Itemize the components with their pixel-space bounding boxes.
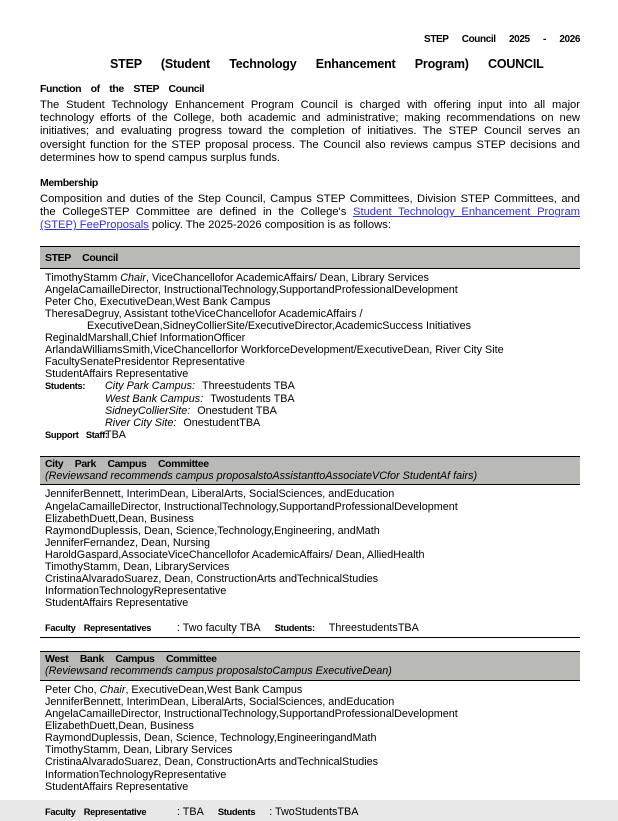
document-title: STEP (Student Technology Enhancement Program) COUNCIL: [110, 57, 544, 71]
row-value: Onestudent TBA: [197, 404, 277, 417]
footer-label: Students:: [274, 623, 315, 634]
city-park-member-list: [40, 485, 580, 611]
row-value: OnestudentTBA: [183, 416, 261, 429]
member-row: InformationTechnologyRepresentative: [45, 585, 227, 598]
member-row: CristinaAlvaradoSuarez, Dean, ConstructionArts andTechnicalStudies: [45, 573, 379, 586]
member-row: ArlandaWilliamsSmith,ViceChancellorfor WorkforceDevelopment/ExecutiveDean, River City Site: [45, 344, 504, 357]
member-row: RaymondDuplessis, Dean, Science, Technology,EngineeringandMath: [45, 732, 377, 745]
footer-label: Faculty Representatives: [45, 623, 152, 634]
row-lead-label: Support Staff:: [45, 429, 108, 440]
city-park-header-bar: [40, 456, 580, 486]
member-row: FacultySenatePresidentor Representative: [45, 356, 245, 369]
campus-name: River City Site:: [105, 416, 177, 429]
member-row: [45, 393, 580, 405]
member-role-italic: Chair: [120, 271, 147, 284]
member-row: TimothyStamm, Dean, LibraryServices: [45, 561, 230, 573]
footer-value: : Two faculty TBA: [177, 622, 261, 635]
member-row: JenniferBennett, InterimDean, LiberalArts, SocialSciences, andEducation: [45, 695, 395, 708]
step-fee-proposals-link[interactable]: Student Technology Enhancement Program (STEP) FeeProposals: [40, 206, 580, 232]
member-row: TheresaDegruy, Assistant totheViceChancellofor AcademicAffairs /: [45, 307, 363, 320]
member-row: Peter Cho, ExecutiveDean,West Bank Campus: [45, 295, 271, 308]
member-row: HaroldGaspard,AssociateViceChancellofor AcademicAffairs/ Dean, AlliedHealth: [45, 548, 425, 561]
campus-name: SidneyCollierSite:: [105, 404, 191, 417]
campus-name: City Park Campus:: [105, 380, 195, 393]
membership-text-before-link: Composition and duties of the Step Council, Campus STEP Committees, Division STEP Committees, and the CollegeSTEP Committee are defined in the College's: [40, 193, 580, 219]
membership-heading: Membership: [40, 177, 98, 190]
member-row: [45, 380, 580, 392]
city-park-header-title: City Park Campus Committee: [45, 457, 209, 470]
member-row: [45, 684, 580, 696]
member-row: RaymondDuplessis, Dean, Science,Technology,Engineering, andMath: [45, 524, 380, 537]
member-row: [45, 417, 580, 429]
step-council-header-title: STEP Council: [45, 251, 118, 264]
member-text: , ExecutiveDean,West Bank Campus: [125, 683, 303, 696]
row-value: Twostudents TBA: [210, 392, 295, 405]
member-row: JenniferFernandez, Dean, Nursing: [45, 536, 211, 549]
membership-text-after-link: policy. The 2025-2026 composition is as follows:: [148, 219, 391, 232]
row-value: Threestudents TBA: [202, 380, 295, 393]
member-role-italic: Chair: [99, 683, 126, 696]
footer-value: : TwoStudentsTBA: [269, 805, 359, 818]
member-row: ExecutiveDean,SidneyCollierSite/ExecutiveDirector,AcademicSuccess Initiatives: [87, 320, 472, 332]
west-bank-member-list: [40, 681, 580, 795]
member-row: StudentAffairs Representative: [45, 368, 189, 381]
membership-paragraph: [40, 193, 580, 233]
row-lead-label: Students:: [45, 381, 86, 392]
member-row: StudentAffairs Representative: [45, 780, 189, 793]
west-bank-header-bar: [40, 651, 580, 681]
west-bank-committee-table: [40, 651, 580, 820]
city-park-header-subtitle: (Reviewsand recommends campus proposalstoAssistanttoAssociateVCfor StudentAf fairs): [45, 469, 478, 482]
footer-label: Students: [217, 806, 256, 817]
city-park-footer-row: [40, 622, 580, 638]
step-council-table: [40, 246, 580, 443]
member-row: ReginaldMarshall,Chief InformationOfficer: [45, 332, 246, 345]
footer-value: ThreestudentsTBA: [328, 622, 419, 635]
member-row: AngelaCamailleDirector, InstructionalTechnology,SupportandProfessionalDevelopment: [45, 708, 458, 721]
member-row: StudentAffairs Representative: [45, 597, 189, 610]
footer-label: Faculty Representative: [45, 806, 147, 817]
member-row: JenniferBennett, InterimDean, LiberalArts, SocialSciences, andEducation: [45, 488, 395, 501]
campus-name: West Bank Campus:: [105, 392, 204, 405]
west-bank-footer-row: [40, 806, 580, 821]
member-row: AngelaCamailleDirector, InstructionalTechnology,SupportandProfessionalDevelopment: [45, 500, 458, 513]
member-row: CristinaAlvaradoSuarez, Dean, ConstructionArts andTechnicalStudies: [45, 756, 379, 769]
function-heading: Function of the STEP Council: [40, 83, 205, 95]
member-text: , ViceChancellofor AcademicAffairs/ Dean, Library Services: [146, 271, 429, 284]
west-bank-header-title: West Bank Campus Committee: [45, 653, 217, 666]
function-paragraph: The Student Technology Enhancement Program Council is charged with offering input into all major technology efforts of the College, both academic and administrative; making recommendations on new initiatives; and evaluating progress toward the completion of initiatives. The STEP Council serves an oversight function for the STEP proposal process. The Council also reviews campus STEP decisions and determines how to spend campus surplus funds.: [40, 99, 580, 164]
step-council-header-bar: [40, 246, 580, 269]
footer-value: : TBA: [177, 805, 204, 818]
member-row: ElizabethDuett,Dean, Business: [45, 512, 194, 525]
member-row: [45, 272, 580, 284]
row-value: TBA: [105, 428, 126, 441]
member-row: AngelaCamailleDirector, InstructionalTechnology,SupportandProfessionalDevelopment: [45, 283, 458, 296]
page-header-right: STEP Council 2025 - 2026: [424, 34, 580, 45]
step-council-member-list: [40, 269, 580, 443]
member-row: [45, 405, 580, 417]
member-row: InformationTechnologyRepresentative: [45, 768, 227, 781]
member-row: [45, 429, 580, 441]
west-bank-header-subtitle: (Reviewsand recommends campus proposalstoCampus ExecutiveDean): [45, 665, 392, 678]
member-text: Peter Cho,: [45, 683, 100, 696]
member-row: ElizabethDuett,Dean, Business: [45, 720, 194, 733]
city-park-committee-table: [40, 456, 580, 638]
member-text: TimothyStamm: [45, 271, 121, 284]
member-row: TimothyStamm, Dean, Library Services: [45, 744, 233, 757]
